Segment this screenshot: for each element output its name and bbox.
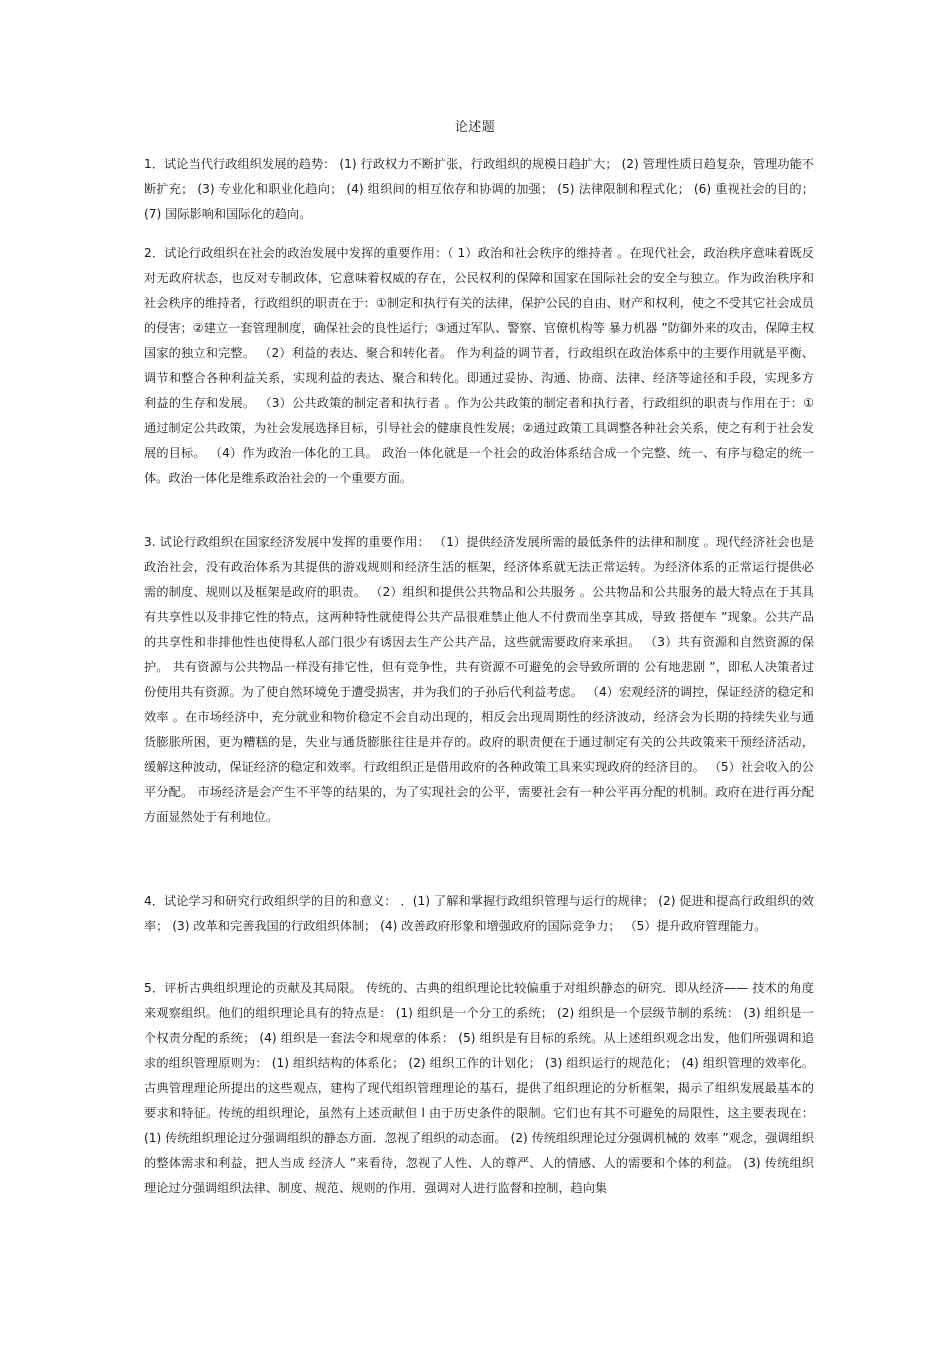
essay-question-1: 1．试论当代行政组织发展的趋势： (1) 行政权力不断扩张，行政组织的规模日趋扩大； (2) 管理性质日趋复杂，管理功能不断扩充； (3) 专业化和职业化趋向； (4) 组织间的相互依存和协调的加强； (5) 法律限制和程式化； (6) 重视社会的目的； (7) 国际影响和国际化的趋向。	[144, 157, 814, 221]
essay-question-2: 2．试论行政组织在社会的政治发展中发挥的重要作用：（ 1）政治和社会秩序的维持者 。在现代社会，政治秩序意味着既反对无政府状态，也反对专制政体，它意味着权威的存在，公民权利的保障和国家在国际社会的安全与独立。作为政治秩序和社会秩序的维持者，行政组织的职责在于：①制定和执行有关的法律，保护公民的自由、财产和权利，使之不受其它社会成员的侵害；②建立一套管理制度，确保社会的良性运行；③通过军队、警察、官僚机构等 暴力机器 ”防御外来的攻击，保障主权国家的独立和完整。 （2）利益的表达、聚合和转化者。 作为利益的调节者，行政组织在政治体系中的主要作用就是平衡、调节和整合各种利益关系，实现利益的表达、聚合和转化。即通过妥协、沟通、协商、法律、经济等途径和手段，实现多方利益的生存和发展。 （3）公共政策的制定者和执行者 。作为公共政策的制定者和执行者，行政组织的职责与作用在于：①通过制定公共政策，为社会发展选择目标，引导社会的健康良性发展；②通过政策工具调整各种社会关系，使之有利于社会发展的目标。 （4）作为政治一体化的工具。 政治一体化就是一个社会的政治体系结合成一个完整、统一、有序与稳定的统一体。政治一体化是维系政治社会的一个重要方面。	[144, 246, 814, 485]
essay-question-5: 5．评析古典组织理论的贡献及其局限。 传统的、古典的组织理论比较偏重于对组织静态的研究．即从经济—— 技术的角度来观察组织。他们的组织理论具有的特点是： (1) 组织是一个分工的系统； (2) 组织是一个层级节制的系统： (3) 组织是一个权责分配的系统； (4) 组织是一套法令和规章的体系： (5) 组织是有目标的系统。从上述组织观念出发，他们所强调和追求的组织管理原则为： (1) 组织结构的体系化； (2) 组织工作的计划化； (3) 组织运行的规范化； (4) 组织管理的效率化。古典管理理论所提出的这些观点，建构了现代组织管理理论的基石，提供了组织理论的分析框架，揭示了组织发展最基本的要求和特征。传统的组织理论，虽然有上述贡献但 l 由于历史条件的限制。它们也有其不可避免的局限性，这主要表现在： (1) 传统组织理论过分强调组织的静态方面．忽视了组织的动态面。 (2) 传统组织理论过分强调机械的 效率 ”观念，强调组织的整体需求和利益，把人当成 经济人 ”来看待，忽视了人性、人的尊严、人的情感、人的需要和个体的利益。 (3) 传统组织理论过分强调组织法律、制度、规范、规则的作用．强调对人进行监督和控制，趋向集	[144, 981, 814, 1195]
essay-question-4: 4．试论学习和研究行政组织学的目的和意义： ．(1) 了解和掌握行政组织管理与运行的规律； (2) 促进和提高行政组织的效率； (3) 改革和完善我国的行政组织体制； (4) 改善政府形象和增强政府的国际竞争力； （5）提升政府管理能力。	[144, 894, 814, 933]
page-title: 论述题	[454, 120, 496, 135]
essay-question-3: 3. 试论行政组织在国家经济发展中发挥的重要作用： （1）提供经济发展所需的最低条件的法律和制度 。现代经济社会也是政治社会，没有政治体系为其提供的游戏规则和经济生活的框架，经济体系就无法正常运转。为经济体系的正常运行提供必需的制度、规则以及框架是政府的职责。 （2）组织和提供公共物品和公共服务 。公共物品和公共服务的最大特点在于其具有共享性以及非排它性的特点，这两种特性就使得公共产品很难禁止他人不付费而坐享其成，导致 搭便车 ”现象。公共产品的共享性和非排他性也使得私人部门很少有诱因去生产公共产品，这些就需要政府来承担。 （3）共有资源和自然资源的保护。 共有资源与公共物品一样没有排它性，但有竞争性，共有资源不可避免的会导致所谓的 公有地悲剧 ”，即私人决策者过份使用共有资源。为了使自然环境免于遭受损害，并为我们的子孙后代利益考虑。 （4）宏观经济的调控，保证经济的稳定和效率 。在市场经济中，充分就业和物价稳定不会自动出现的，相反会出现周期性的经济波动，经济会为长期的持续失业与通货膨胀所困，更为糟糕的是，失业与通货膨胀往往是并存的。政府的职责便在于通过制定有关的公共政策来干预经济活动，缓解这种波动，保证经济的稳定和效率。行政组织正是借用政府的各种政策工具来实现政府的经济目的。 （5）社会收入的公平分配。 市场经济是会产生不平等的结果的，为了实现社会的公平，需要社会有一种公平再分配的机制。政府在进行再分配方面显然处于有利地位。	[144, 535, 814, 824]
